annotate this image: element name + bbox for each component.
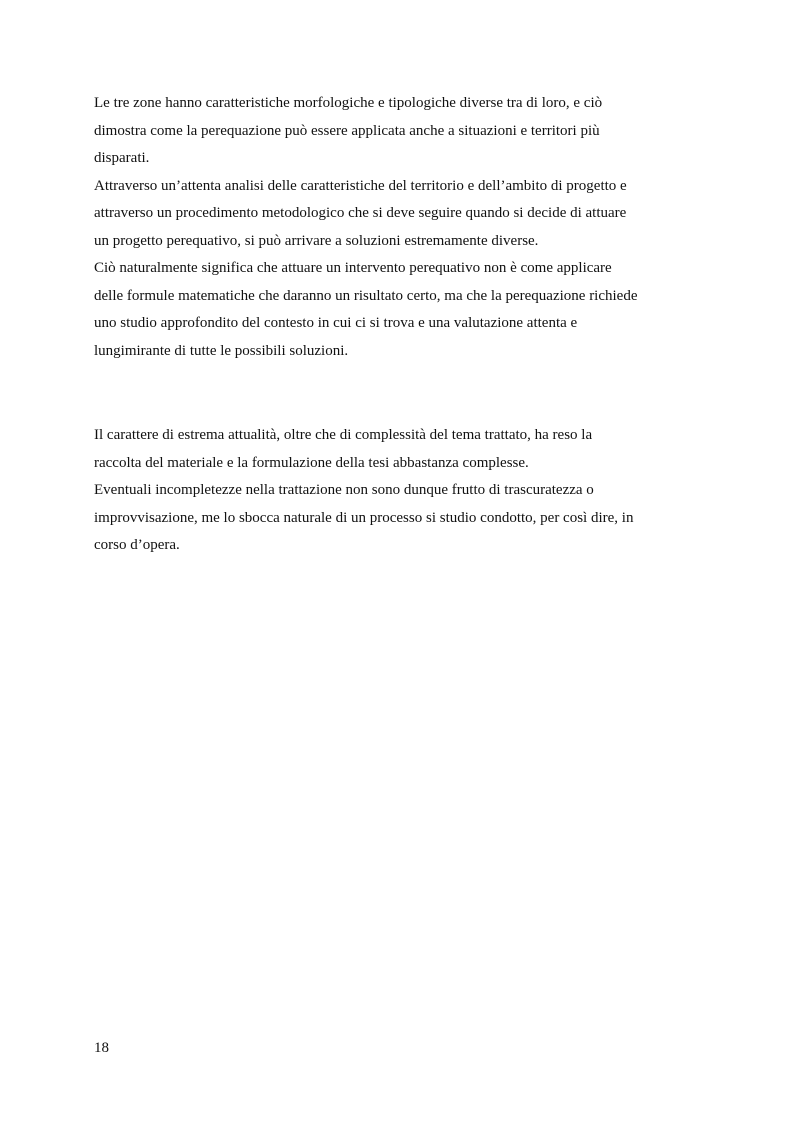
text-line: un progetto perequativo, si può arrivare a soluzioni estremamente diverse. [94,232,539,249]
text-line: Ciò naturalmente significa che attuare un intervento perequativo non è come applicare [94,260,612,276]
text-line: uno studio approfondito del contesto in cui ci si trova e una valutazione attenta e [94,315,578,331]
text-line: dimostra come la perequazione può essere applicata anche a situazioni e territori più [94,122,600,139]
text-line: Le tre zone hanno caratteristiche morfologiche e tipologiche diverse tra di loro, e ciò [94,95,603,111]
paragraph-block-1 [94,90,684,365]
text-line: Attraverso un’attenta analisi delle caratteristiche del territorio e dell’ambito di progetto e [94,177,627,194]
text-line: Il carattere di estrema attualità, oltre che di complessità del tema trattato, ha reso la [94,427,593,443]
text-line: corso d’opera. [94,537,180,553]
paragraph-block-2 [94,422,684,560]
text-line: attraverso un procedimento metodologico che si deve seguire quando si decide di attuare [94,205,627,221]
text-line: improvvisazione, me lo sbocca naturale di un processo si studio condotto, per così dire, in [94,509,634,526]
text-line: lungimirante di tutte le possibili soluzioni. [94,342,349,359]
page-number: 18 [94,1040,109,1056]
text-line: delle formule matematiche che daranno un risultato certo, ma che la perequazione richiede [94,287,638,304]
text-line: disparati. [94,150,150,166]
text-line: raccolta del materiale e la formulazione della tesi abbastanza complesse. [94,454,529,471]
text-line: Eventuali incompletezze nella trattazione non sono dunque frutto di trascuratezza o [94,482,594,498]
